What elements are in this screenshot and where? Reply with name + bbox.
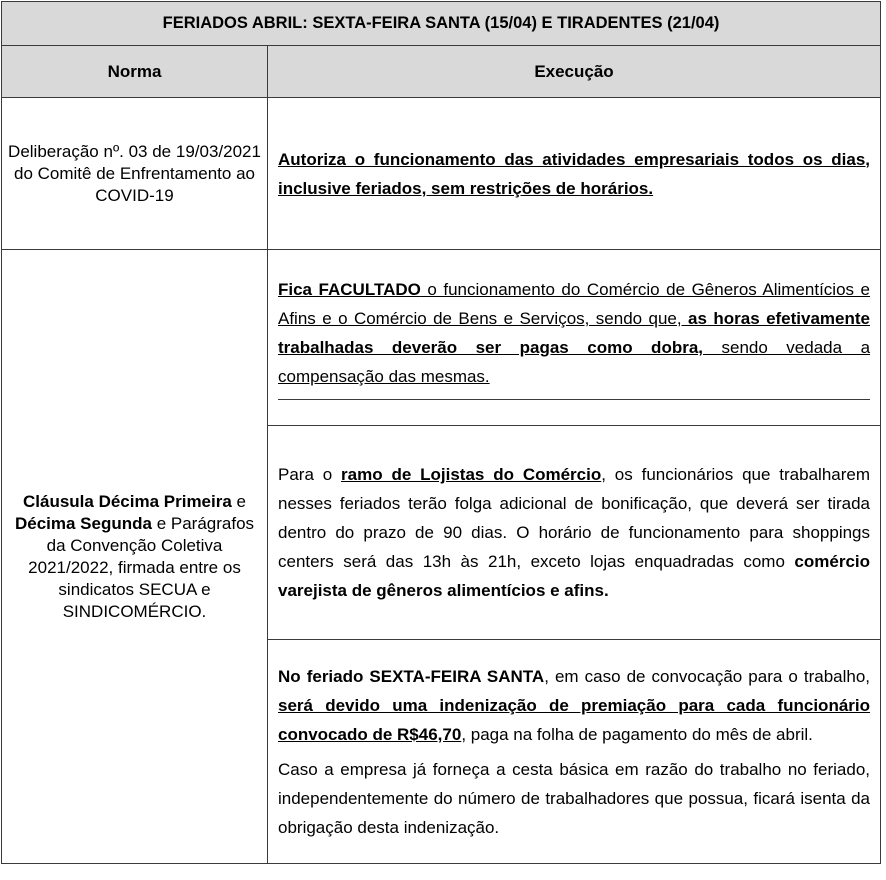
table-row: [2, 250, 881, 426]
lojistas-text: ramo de Lojistas do Comércio: [341, 465, 602, 484]
segment-1-comma: ,: [676, 309, 689, 328]
segment-1-text: [278, 275, 870, 400]
segment-1-body: o funcionamento do Comércio de Gêneros Alimentícios e Afins e o Comércio de Bens e Serviços, sendo que: [278, 280, 871, 328]
row1-execucao: Autoriza o funcionamento das atividades empresariais todos os dias, inclusive feriados, sem restrições de horários.: [268, 98, 881, 250]
row1-norma: Deliberação nº. 03 de 19/03/2021 do Comitê de Enfrentamento ao COVID-19: [2, 98, 268, 250]
feriados-table: [1, 1, 881, 864]
norma-clausula-11: Cláusula Décima Primeira: [22, 491, 232, 511]
facultado-text: Fica FACULTADO: [278, 280, 421, 299]
header-execucao: Execução: [268, 46, 881, 98]
table-row: [2, 98, 881, 250]
segment-1-end: sendo vedada a compensação das mesmas.: [278, 338, 871, 386]
execucao-segment-1: [268, 250, 881, 426]
varejista-text: comércio varejista de gêneros alimentícios e afins.: [278, 552, 871, 600]
segment-3-para-2: Caso a empresa já forneça a cesta básica em razão do trabalho no feriado, independentemente do número de trabalhadores que possua, ficará isenta da obrigação desta indenização.: [278, 759, 871, 837]
indenizacao-text: será devido uma indenização de premiação para cada funcionário convocado de R$46,70: [278, 695, 871, 744]
horas-dobra-text: as horas efetivamente trabalhadas deverão ser pagas como dobra,: [278, 309, 870, 357]
execucao-segment-3: [268, 640, 881, 864]
execucao-segment-2: [268, 426, 881, 640]
segment-3-para-1: [278, 662, 870, 749]
segment-2-start: Para o: [278, 465, 342, 484]
norma-rest: e Parágrafos da Convenção Coletiva 2021/2022, firmada entre os sindicatos SECUA e SINDICOMÉRCIO.: [28, 513, 255, 621]
row2-norma: [2, 250, 268, 864]
segment-2-body: , os funcionários que trabalharem nesses feriados terão folga adicional de bonificação, que deverá ser tirada dentro do prazo de 90 dias. O horário de funcionamento para shoppings centers será das 13h às 21h, exceto lojas enquadradas como: [278, 465, 871, 571]
segment-3-body: , em caso de convocação para o trabalho,: [544, 666, 871, 686]
sexta-feira-text: No feriado SEXTA-FEIRA SANTA: [278, 666, 545, 686]
norma-clausula-12: Décima Segunda: [14, 513, 152, 533]
segment-3-end: , paga na folha de pagamento do mês de abril.: [461, 724, 813, 744]
table-title: FERIADOS ABRIL: SEXTA-FEIRA SANTA (15/04) E TIRADENTES (21/04): [2, 2, 881, 46]
header-norma: Norma: [2, 46, 268, 98]
norma-e-1: e: [231, 491, 246, 511]
